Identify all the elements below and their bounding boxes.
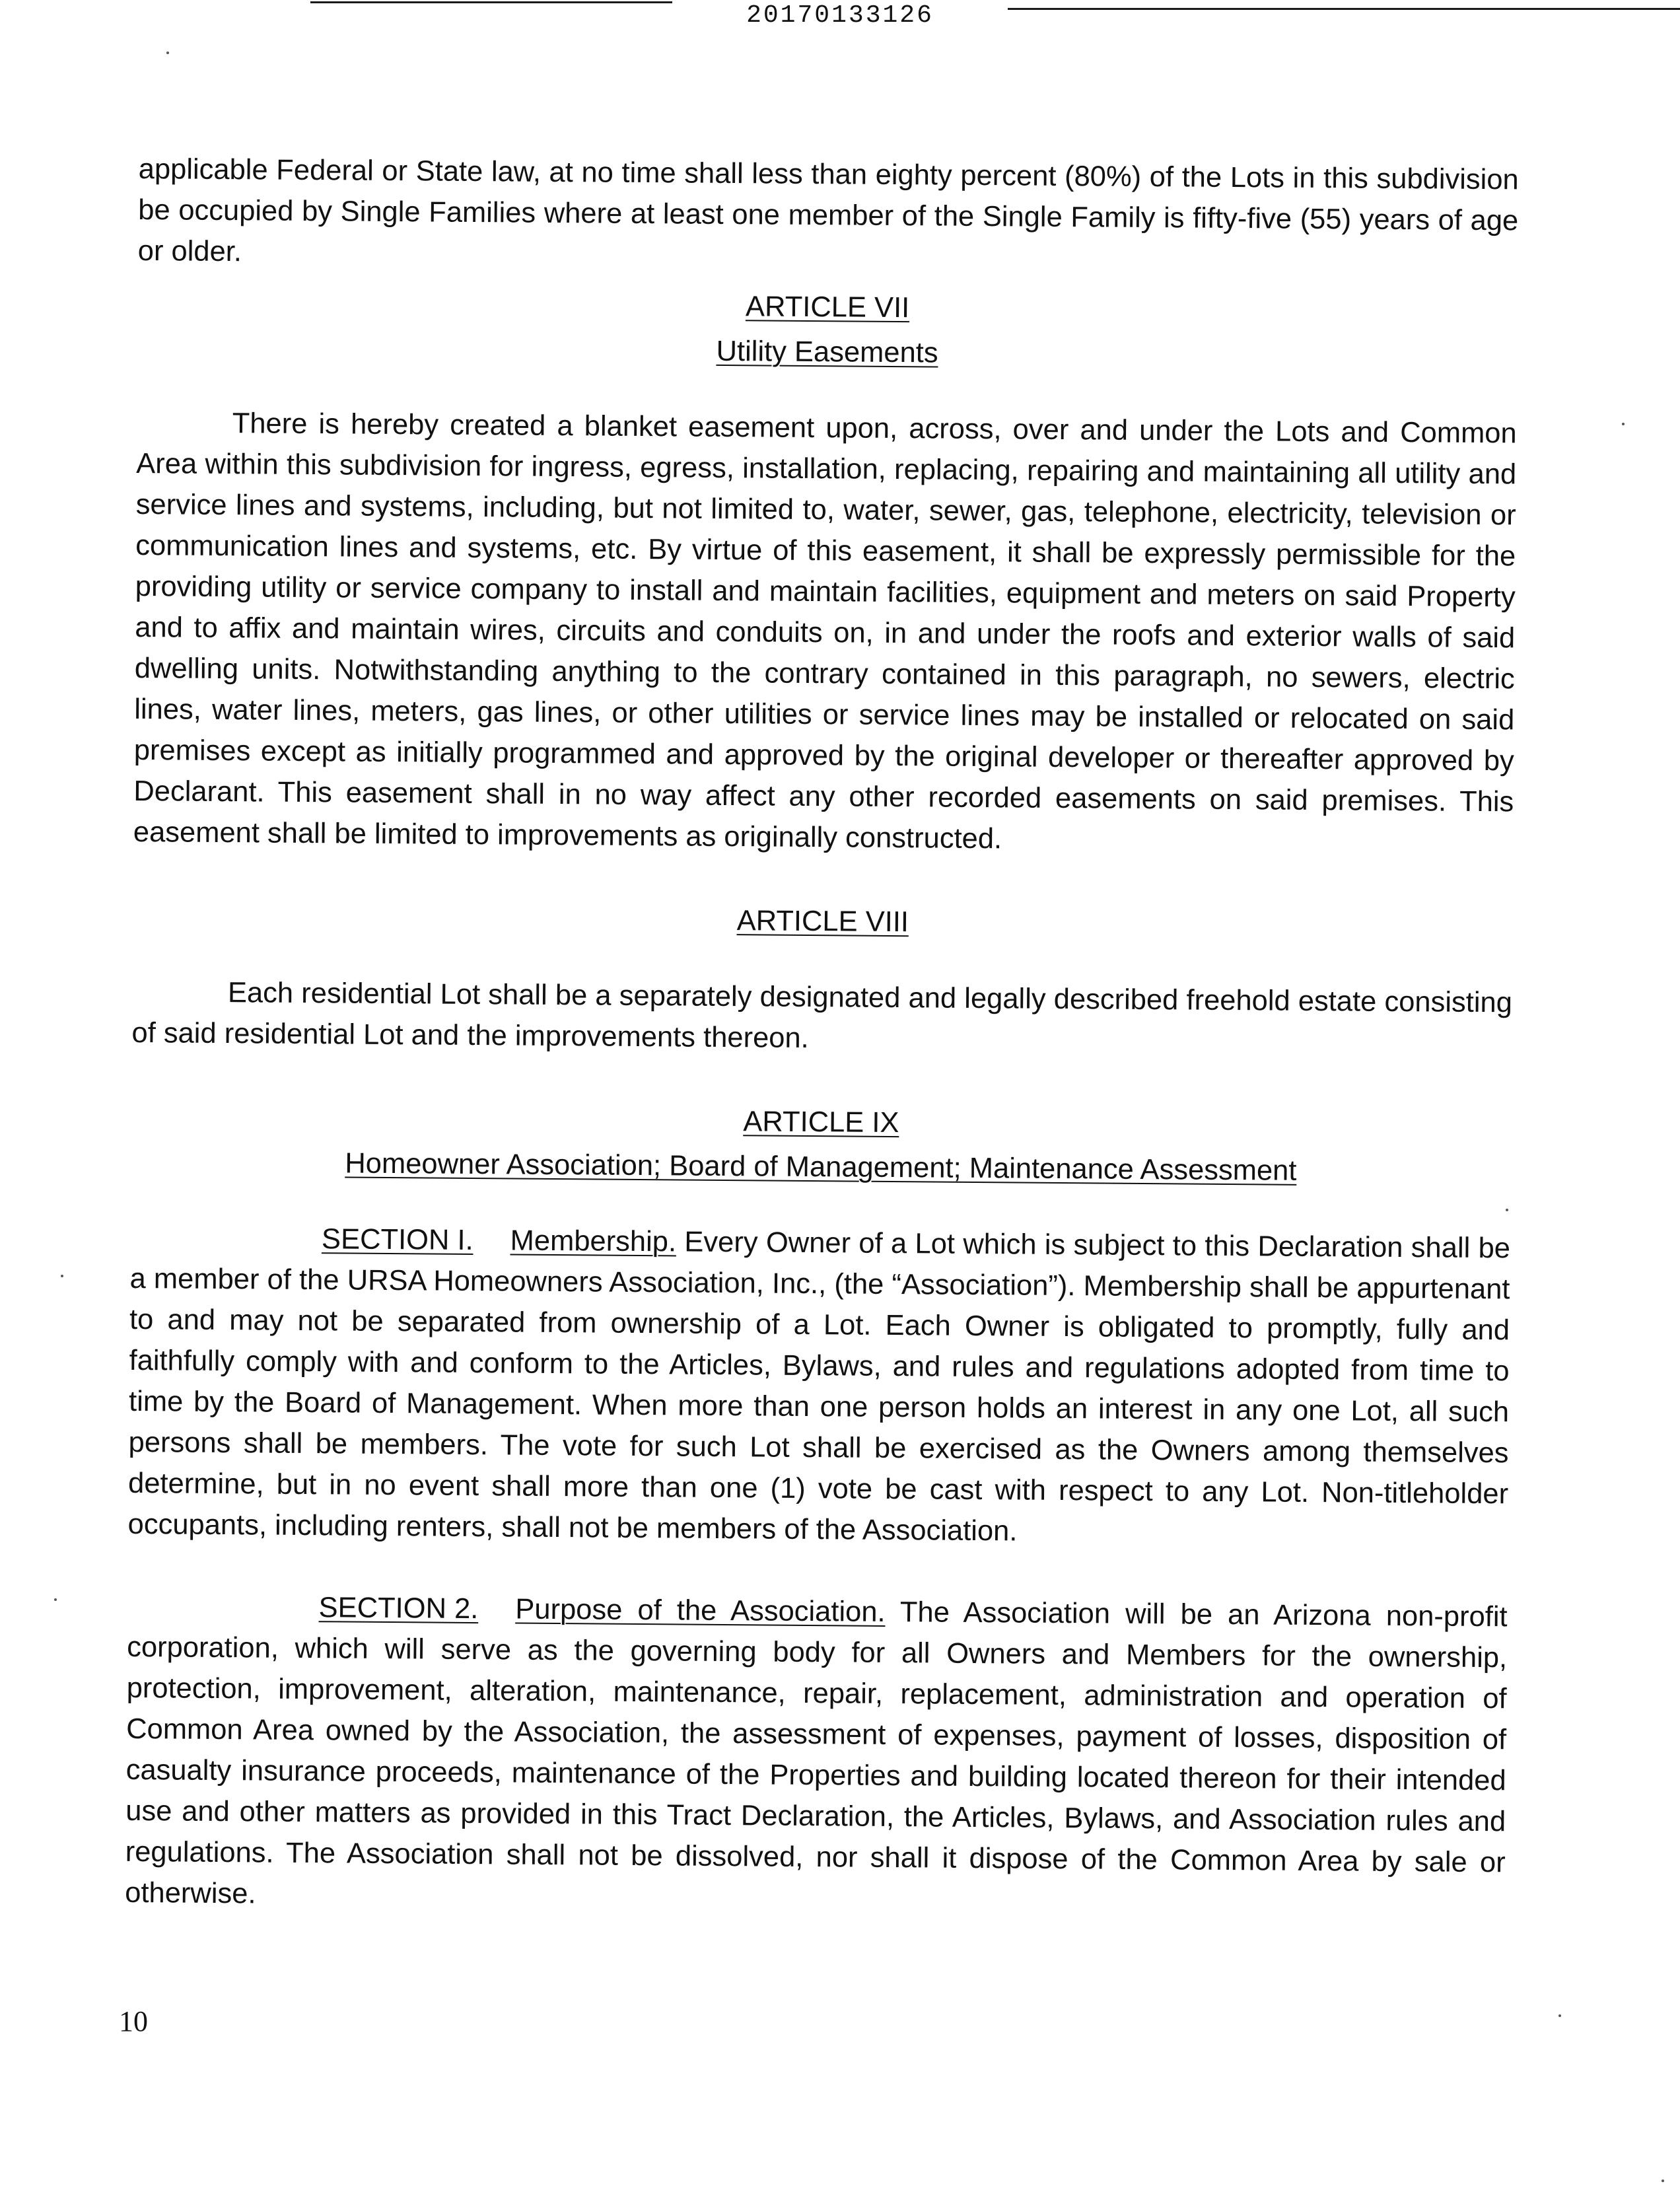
article-vii-body: There is hereby created a blanket easement upon, across, over and under the Lots and Common Area within this subdivision for ingress, egress, installation, replacing, repairing and maintaining all utility and service lines and systems, including, but not limited to, water, sewer, gas, telephone, electricity, television or communication lines and systems, etc. By virtue of this easement, it shall be expressly permissible for the providing utility or service company to install and maintain facilities, equipment and meters on said Property and to affix and maintain wires, circuits and conduits on, in and under the roofs and exterior walls of said dwelling units. Notwithstanding anything to the contrary contained in this paragraph, no sewers, electric lines, water lines, meters, gas lines, or other utilities or service lines may be installed or relocated on said premises except as initially programmed and approved by the original developer or thereafter approved by Declarant. This easement shall in no way affect any other recorded easements on said premises. This easement shall be limited to improvements as originally constructed. — [133, 408, 1517, 855]
scan-speck — [54, 1598, 57, 1601]
article-viii — [131, 894, 1513, 1064]
section-1-paragraph — [127, 1217, 1510, 1555]
intro-paragraph: applicable Federal or State law, at no time shall less than eighty percent (80%) of the Lots in this subdivision be occupied by Single Families where at least one member of the Single Family is fifty-five (55) years of age or older. — [137, 153, 1519, 268]
page-number: 10 — [119, 2005, 148, 2038]
section-2-paragraph — [125, 1586, 1508, 1924]
article-vii-heading: ARTICLE VII — [745, 291, 910, 324]
article-viii-body: Each residential Lot shall be a separately designated and legally described freehold estate consisting of said residential Lot and the improvements thereon. — [131, 977, 1513, 1055]
article-viii-heading: ARTICLE VIII — [736, 905, 909, 939]
section-2-body: The Association will be an Arizona non-profit corporation, which will serve as the governing body for all Owners and Members for the ownership, protection, improvement, alteration, maintenance, repair, replacement, administration and operation of Common Area owned by the Association, the assessment of expenses, payment of losses, disposition of casualty insurance proceeds, maintenance of the Properties and building located thereon for their intended use and other matters as provided in this Tract Declaration, the Articles, Bylaws, and Association rules and regulations. The Association shall not be dissolved, nor shall it dispose of the Common Area by sale or otherwise. — [125, 1596, 1508, 1910]
recording-number: 20170133126 — [746, 1, 934, 30]
scan-speck — [1662, 2180, 1664, 2182]
section-1-label: SECTION I. — [321, 1223, 473, 1257]
section-2-label: SECTION 2. — [318, 1592, 479, 1625]
scan-speck — [166, 52, 169, 54]
section-1-title: Membership. — [510, 1224, 677, 1258]
scan-speck — [1558, 2014, 1561, 2017]
article-ix-title: Homeowner Association; Board of Management; Maintenance Assessment — [345, 1147, 1297, 1187]
document-body — [125, 149, 1519, 1924]
scan-speck — [1622, 423, 1625, 425]
article-vii — [133, 279, 1518, 863]
article-ix — [125, 1094, 1512, 1924]
section-1-body: Every Owner of a Lot which is subject to this Declaration shall be a member of the URSA Homeowners Association, Inc., (the “Association”). Membership shall be appurtenant to and may not be separated from ownership of a Lot. Each Owner is obligated to promptly, fully and faithfully comply with and conform to the Articles, Bylaws, and rules and regulations adopted from time to time by the Board of Management. When more than one person holds an interest in any one Lot, all such persons shall be members. The vote for such Lot shall be exercised as the Owners among themselves determine, but in no event shall more than one (1) vote be cast with respect to any Lot. Non-titleholder occupants, including renters, shall not be members of the Association. — [127, 1226, 1511, 1547]
header-rule-right — [1008, 8, 1680, 10]
article-vii-title: Utility Easements — [716, 335, 938, 369]
article-ix-heading: ARTICLE IX — [743, 1106, 899, 1139]
scan-speck — [61, 1275, 63, 1277]
section-2-title: Purpose of the Association. — [515, 1593, 886, 1628]
scan-speck — [1506, 1209, 1508, 1211]
